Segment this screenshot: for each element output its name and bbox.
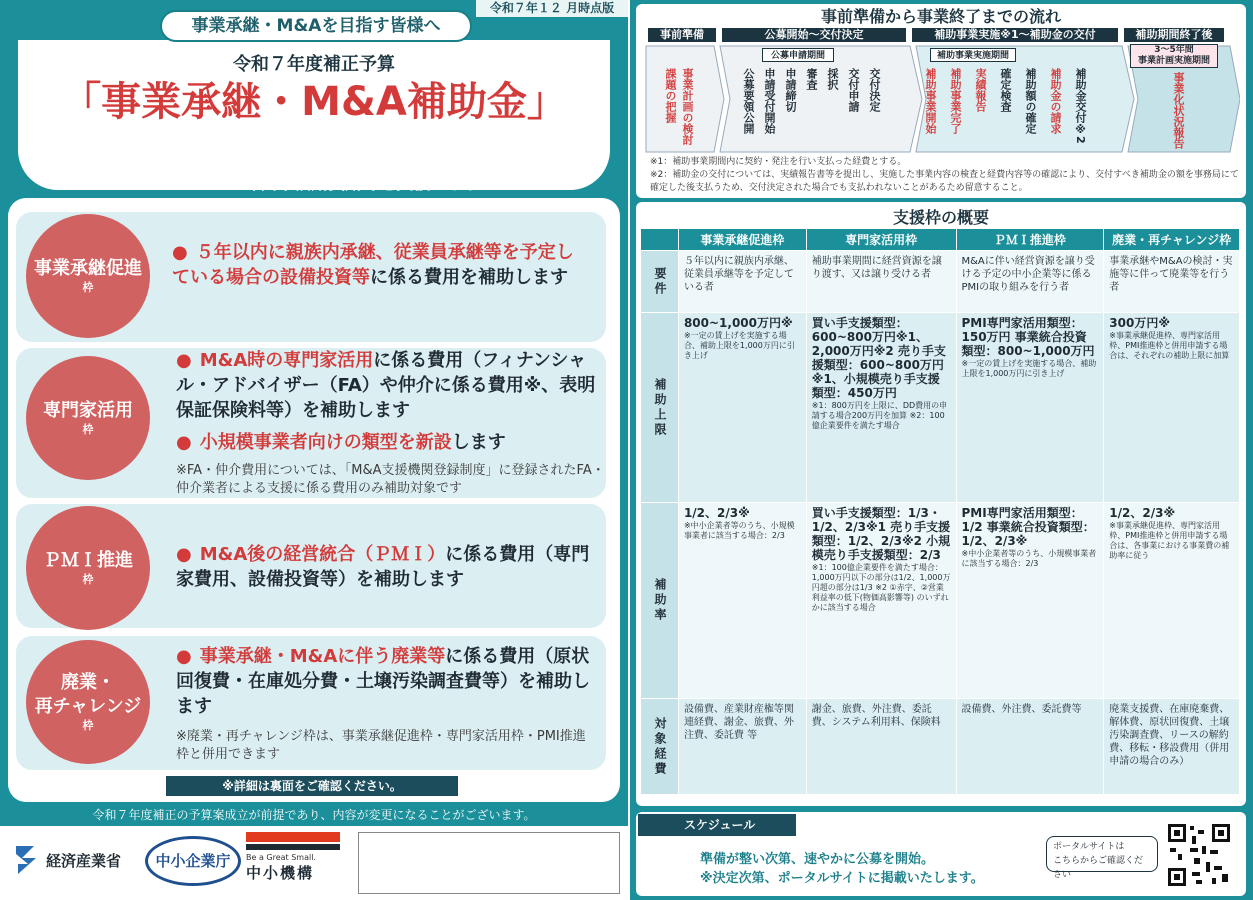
meti-mark-icon <box>12 842 40 878</box>
flow-step: 補助金の請求 <box>1049 68 1062 134</box>
cell-note: ※中小企業者等のうち、小規模事業者に該当する場合：2/3 <box>683 521 795 540</box>
smrj-slogan: Be a Great Small. <box>246 853 316 862</box>
sub-label: 事業計画実施期間 <box>1137 56 1210 66</box>
circle-sub: 枠 <box>82 719 94 732</box>
intro-line: 事業承継に際しての設備投資や、 <box>186 151 442 171</box>
expert-note: ※FA・仲介費用については、「M&A支援機関登録制度」に登録されたFA・仲介業者による支援に係る費用のみ補助対象です <box>176 463 605 496</box>
table-header: ＰＭＩ推進枠 <box>956 229 1104 251</box>
circle-sub: 枠 <box>82 573 94 586</box>
blank-stamp-box <box>358 832 620 894</box>
sub-label: 補助事業実施期間 <box>930 48 1016 62</box>
smrj-logo <box>246 832 341 890</box>
circle-sub: 枠 <box>82 423 94 436</box>
table-cell <box>956 503 1104 699</box>
table-header: 廃業・再チャレンジ枠 <box>1104 229 1240 251</box>
circle-label: ＰＭＩ推進 <box>43 550 133 571</box>
bullet-highlight: 小規模事業者向けの類型を新設 <box>199 432 452 453</box>
prep-steps <box>664 68 694 152</box>
kobo-steps <box>742 68 881 152</box>
bullet-expert-1: ● M&A時の専門家活用に係る費用（フィナンシャル・アドバイザー（FA）や仲介に係る費用※、表明保証保険料等）を補助します <box>176 350 596 421</box>
table-row <box>641 503 1240 699</box>
sub-label: 3～5年間 <box>1154 45 1194 55</box>
after-steps <box>1172 72 1185 152</box>
circle-pmi <box>26 506 150 630</box>
table-cell: M&Aに伴い経営資源を譲り受ける予定の中小企業等に係るPMIの取り組みを行う者 <box>956 251 1104 313</box>
phase-header: 事前準備 <box>648 28 716 42</box>
bullet-text: に係る費用を補助します <box>370 267 568 288</box>
bullet-closure: ● 事業承継・M&Aに伴う廃業等に係る費用（原状回復費・在庫処分費・土壌汚染調査費等）を補助します <box>176 646 590 717</box>
circle-label: 再チャレンジ <box>34 696 142 717</box>
detail-bar: ※詳細は裏面をご確認ください。 <box>166 776 458 796</box>
bullet-expert-2: ● 小規模事業者向けの類型を新設します <box>176 432 506 453</box>
phase-header: 補助事業実施※1～補助金の交付 <box>912 28 1118 42</box>
table-cell: ５年以内に親族内承継、従業員承継等を予定している者 <box>678 251 806 313</box>
target-pill: 事業承継・M&Aを目指す皆様へ <box>160 10 472 42</box>
bullet-succession: ● ５年以内に親族内承継、従業員承継等を予定している場合の設備投資等に係る費用を補助します <box>172 242 574 288</box>
row-header: 補助上限 <box>641 313 679 503</box>
table-header: 事業承継促進枠 <box>678 229 806 251</box>
cell-value: PMI専門家活用類型：150万円 事業統合投資類型：800~1,000万円 <box>961 316 1095 358</box>
cell-note: ※中小企業者等のうち、小規模事業者に該当する場合：2/3 <box>961 549 1097 568</box>
summary-table <box>640 228 1240 795</box>
cell-value: 買い手支援類型：600~800万円※1、2,000万円※2 売り手支援類型：600~800万円※1、小規模売り手支援類型：450万円 <box>811 316 946 400</box>
flow-step: 課題の把握 <box>664 68 677 123</box>
schedule-line: 準備が整い次第、速やかに公募を開始。 <box>700 852 935 867</box>
cell-note: ※一定の賃上げを実施する場合、補助上限を1,000万円に引き上げ <box>683 331 795 360</box>
summary-title: 支援枠の概要 <box>892 208 989 227</box>
cell-note: ※1：100億企業要件を満たす場合：1,000万円以下の部分は1/2、1,000万円超の部分は1/3 ※2 ①赤字、②営業利益率の低下(物価高影響等) のいずれかに該当する場合 <box>811 563 951 612</box>
row-header: 要件 <box>641 251 679 313</box>
date-label: 令和７年１２ 月時点版 <box>476 0 628 17</box>
flow-step: 実績報告 <box>974 68 987 112</box>
circle-label: 廃業・ <box>61 672 115 693</box>
table-cell: 設備費、産業財産権等関連経費、謝金、旅費、外注費、委託費 等 <box>678 699 806 795</box>
portal-callout <box>1046 836 1158 880</box>
table-cell <box>1104 503 1240 699</box>
table-cell: 廃業支援費、在庫廃棄費、解体費、原状回復費、土壌汚染調査費、リースの解約費、移転・移設費用（併用申請の場合のみ） <box>1104 699 1240 795</box>
table-cell <box>806 503 956 699</box>
flow-step: 確定検査 <box>999 68 1012 112</box>
bullet-text: に係る費用（原状回復費・在庫処分費・土壌汚染調査費等）を補助します <box>176 646 590 717</box>
table-cell <box>1104 313 1240 503</box>
closure-note: ※廃業・再チャレンジ枠は、事業承継促進枠・専門家活用枠・PMI推進枠と併用できます <box>176 729 586 762</box>
flow-note: ※2：補助金の交付については、実績報告書等を提出し、実施した事業内容の検査と経費内容等の確認により、交付すべき補助金の額を事務局にて確定した後支払うため、交付決定された場合でも支払われないことがあるため留意すること。 <box>650 170 1239 193</box>
flow-step: 交付決定 <box>868 68 881 112</box>
jisshi-steps <box>924 68 1087 152</box>
flow-step: 事業計画の検討 <box>681 68 694 145</box>
cell-note: ※事業承継促進枠、専門家活用枠、PMI推進枠と併用申請する場合は、それぞれの補助上限に加算 <box>1109 331 1230 360</box>
after-period-label <box>1130 44 1218 68</box>
meti-name: 経済産業省 <box>46 851 122 870</box>
intro-line: M&A・PMIの専門家活用費用等を支援します！ <box>129 174 499 194</box>
row-header: 対象経費 <box>641 699 679 795</box>
flow-step: 補助金交付※2 <box>1074 68 1087 144</box>
cell-value: 1/2、2/3※ <box>1109 506 1176 520</box>
bullet-highlight: M&A時の専門家活用 <box>199 350 374 371</box>
flow-title: 事前準備から事業終了までの流れ <box>820 7 1061 26</box>
bullet-text: します <box>451 432 506 453</box>
cell-note: ※1：800万円を上限に、DD費用の申請する場合200万円を加算 ※2：100億企業要件を満たす場合 <box>811 401 948 430</box>
table-row <box>641 699 1240 795</box>
table-cell <box>678 313 806 503</box>
flow-step: 公募要領公開 <box>742 68 755 134</box>
cell-value: 1/2、2/3※ <box>683 506 750 520</box>
table-header: 専門家活用枠 <box>806 229 956 251</box>
table-row <box>641 313 1240 503</box>
bullet-text: に係る費用（フィナンシャル・アドバイザー（FA）や仲介に係る費用※、表明保証保険料等）を補助します <box>176 350 596 421</box>
flow-step: 補助事業開始 <box>924 68 937 134</box>
phase-header: 補助期間終了後 <box>1124 28 1224 42</box>
budget-note: 令和７年度補正の予算案成立が前提であり、内容が変更になることがございます。 <box>92 808 536 822</box>
bullet-text: に係る費用（専門家費用、設備投資等）を補助します <box>176 544 590 590</box>
portal-text: こちらからご確認ください <box>1053 856 1144 880</box>
budget-title: 令和７年度補正予算 <box>233 54 395 75</box>
flow-step: 交付申請 <box>847 68 860 112</box>
cell-note: ※一定の賃上げを実施する場合、補助上限を1,000万円に引き上げ <box>961 359 1097 378</box>
intro-line: で中小企業の生産性向上、持続的な賃上げに向けて、 <box>110 128 518 148</box>
sme-agency-logo: 中小企業庁 <box>145 836 241 886</box>
table-header <box>641 229 679 251</box>
flow-step: 審査 <box>805 68 818 90</box>
bullet-highlight: M&A後の経営統合（ＰＭＩ） <box>199 544 446 565</box>
bullet-highlight: 事業承継・M&Aに伴う廃業等 <box>199 646 446 667</box>
bullet-highlight: ５年以内に親族内承継、従業員承継等を予定している場合の設備投資等 <box>172 242 574 288</box>
sub-label: 公募申請期間 <box>762 48 834 62</box>
cell-value: PMI専門家活用類型：1/2 事業統合投資類型：1/2、2/3※ <box>961 506 1095 548</box>
portal-text: ポータルサイトは <box>1053 842 1125 852</box>
flow-note: ※1：補助事業期間内に契約・発注を行い支払った経費とする。 <box>650 157 907 167</box>
table-row <box>641 251 1240 313</box>
circle-sub: 枠 <box>82 281 94 294</box>
table-cell <box>806 313 956 503</box>
table-cell: 事業承継やM&Aの検討・実施等に伴って廃業等を行う者 <box>1104 251 1240 313</box>
cell-note: ※事業承継促進枠、専門家活用枠、PMI推進枠と併用申請する場合は、各事業における事業費の補助率に従う <box>1109 521 1230 560</box>
flow-step: 補助額の確定 <box>1024 68 1037 134</box>
cell-value: 300万円※ <box>1109 316 1170 330</box>
intro-text <box>60 127 568 196</box>
cell-value: 800~1,000万円※ <box>683 316 793 330</box>
table-cell: 補助事業期間に経営資源を譲り渡す、又は譲り受ける者 <box>806 251 956 313</box>
circle-closure <box>26 640 150 764</box>
table-cell <box>678 503 806 699</box>
circle-expert <box>26 356 150 480</box>
table-cell: 設備費、外注費、委託費等 <box>956 699 1104 795</box>
main-title: 「事業承継・M&A補助金」 <box>61 79 567 125</box>
phase-header: 公募開始～交付決定 <box>722 28 906 42</box>
circle-label: 専門家活用 <box>43 400 133 421</box>
circle-label: 事業承継促進 <box>34 258 142 279</box>
meti-logo <box>12 838 142 882</box>
qr-code-icon[interactable] <box>1166 822 1232 888</box>
schedule-line: ※決定次第、ポータルサイトに掲載いたします。 <box>700 871 984 886</box>
flow-step: 申請締切 <box>784 68 797 112</box>
table-header-row <box>641 229 1240 251</box>
smrj-name: 中小機構 <box>246 864 315 882</box>
smrj-bar <box>246 832 340 842</box>
flow-step: 補助事業完了 <box>949 68 962 134</box>
flow-step: 申請受付開始 <box>763 68 776 134</box>
bullet-pmi: ● M&A後の経営統合（ＰＭＩ）に係る費用（専門家費用、設備投資等）を補助します <box>176 544 590 590</box>
row-header: 補助率 <box>641 503 679 699</box>
smrj-bar <box>246 844 340 850</box>
table-cell <box>956 313 1104 503</box>
flow-step: 採択 <box>826 68 839 90</box>
circle-succession <box>26 214 150 338</box>
schedule-tab: スケジュール <box>638 814 796 836</box>
flow-step: 事業化状況報告 <box>1172 72 1185 149</box>
table-cell: 謝金、旅費、外注費、委託費、システム利用料、保険料 <box>806 699 956 795</box>
cell-value: 買い手支援類型：1/3・1/2、2/3※1 売り手支援類型：1/2、2/3※2 小規模売り手支援類型：2/3 <box>811 506 951 562</box>
